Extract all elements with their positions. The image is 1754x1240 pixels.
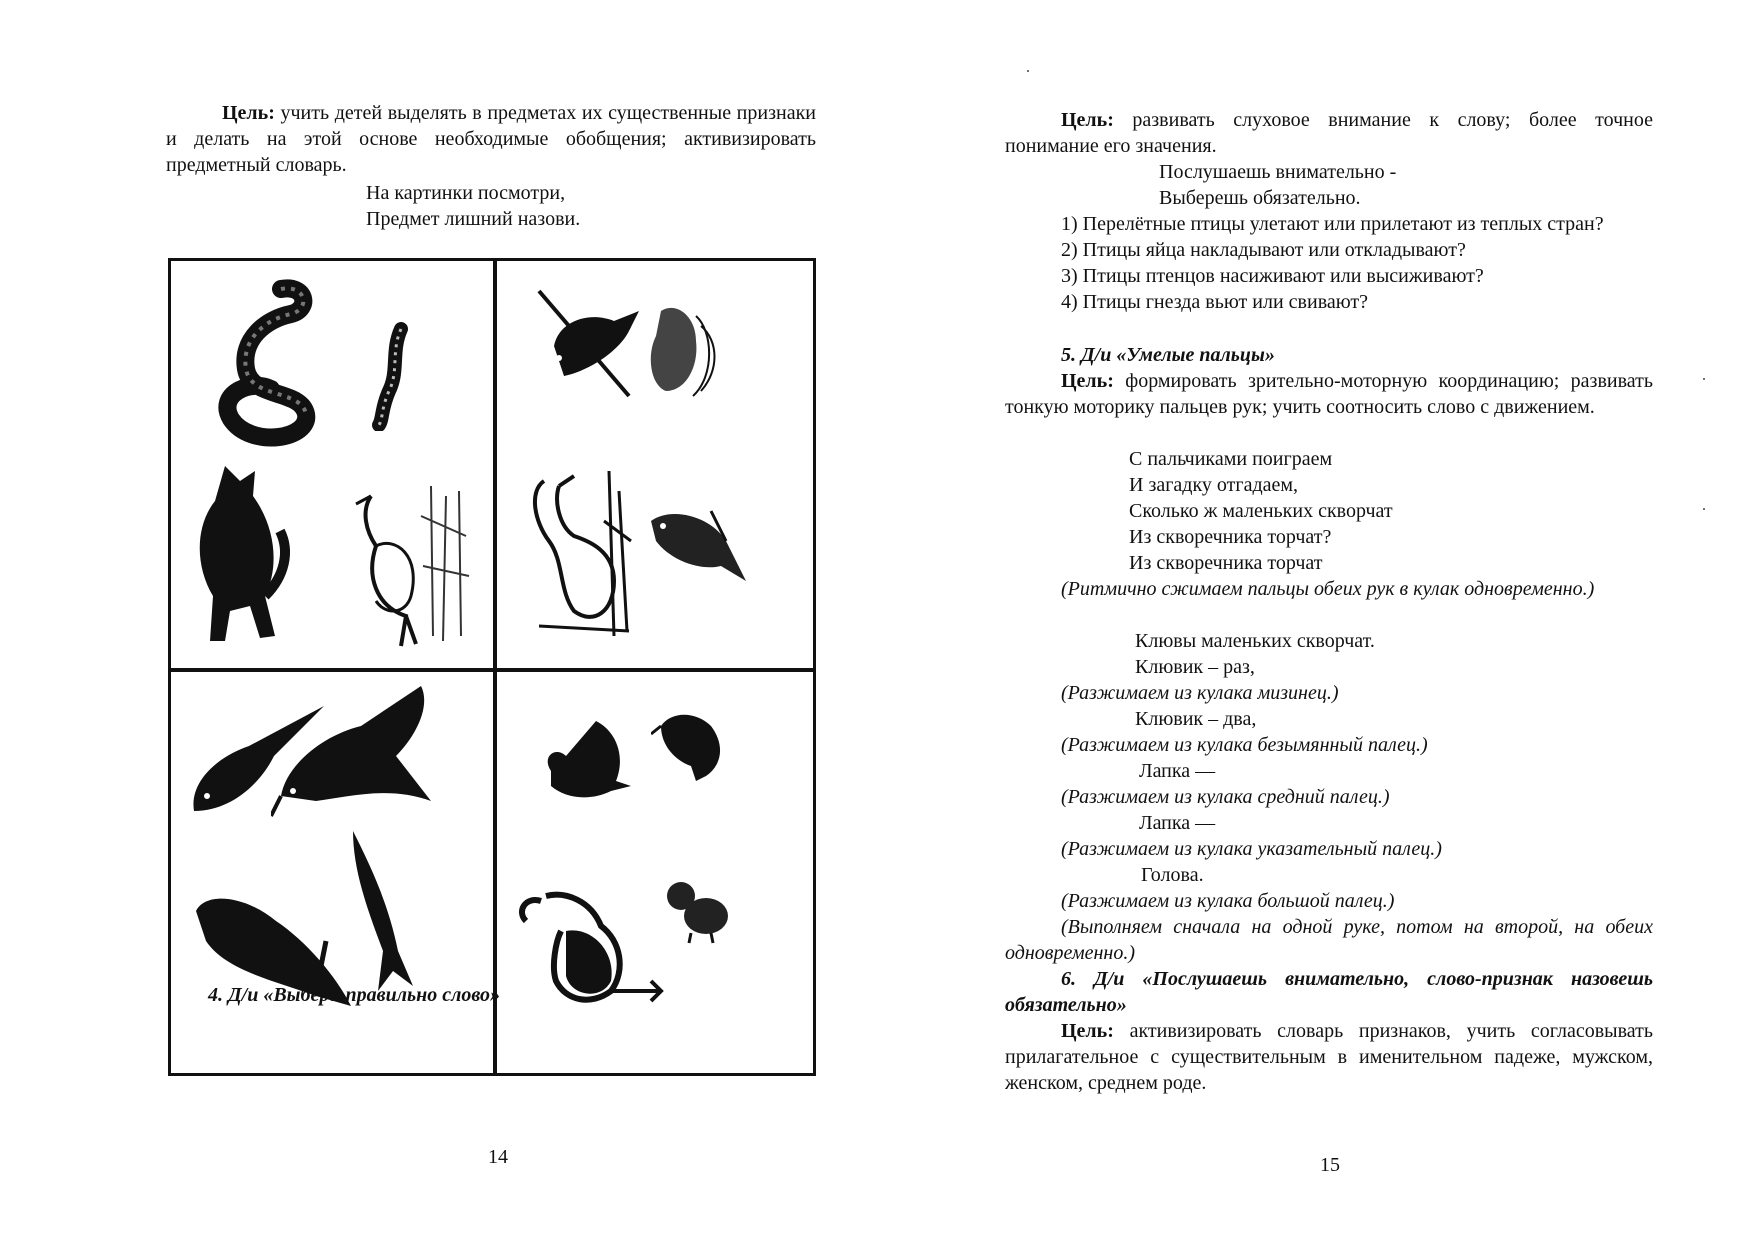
game-4-title: 4. Д/и «Выбери правильно слово» xyxy=(208,984,501,1006)
fish-picture xyxy=(343,821,433,996)
game-6-goal-paragraph xyxy=(1005,1018,1653,1096)
rhyme-line-5: Из скворечника торчат xyxy=(1129,552,1323,574)
question-3: 3) Птицы птенцов насиживают или высиживают? xyxy=(1061,265,1484,287)
question-4: 4) Птицы гнезда вьют или свивают? xyxy=(1061,291,1369,313)
left-goal-text: учить детей выделять в предметах их существенные признаки и делать на этой основе необходимые обобщения; активизировать предметный словарь. xyxy=(166,102,816,176)
instruction-5: (Разжимаем из кулака указательный палец.) xyxy=(1061,838,1442,860)
line-klyuvik-1: Клювик – раз, xyxy=(1135,656,1255,678)
instruction-2: (Разжимаем из кулака мизинец.) xyxy=(1061,682,1339,704)
sparrow-picture xyxy=(641,296,721,406)
instruction-3: (Разжимаем из кулака безымянный палец.) xyxy=(1061,734,1428,756)
left-verse-line-1: На картинки посмотри, xyxy=(366,182,566,204)
line-lapka-1: Лапка — xyxy=(1139,760,1216,782)
grid-horizontal-divider xyxy=(171,668,813,672)
game-6-goal-text: активизировать словарь признаков, учить согласовывать прилагательное с существительным в именительном падеже, мужском, женском, среднем роде. xyxy=(1005,1020,1653,1094)
chick-picture xyxy=(651,871,741,946)
left-goal-label: Цель: xyxy=(222,102,275,124)
crow-picture xyxy=(271,676,436,826)
right-verse-line-2: Выберешь обязательно. xyxy=(1159,187,1361,209)
line-lapka-2: Лапка — xyxy=(1139,812,1216,834)
heron-picture xyxy=(351,476,476,651)
starling-on-branch-picture xyxy=(529,286,649,406)
right-page xyxy=(877,0,1754,1240)
rhyme-line-2: И загадку отгадаем, xyxy=(1129,474,1299,496)
page-number-14: 14 xyxy=(488,1146,508,1168)
left-goal-paragraph xyxy=(166,100,816,178)
game-5-goal-paragraph xyxy=(1005,368,1653,420)
ostrich-picture xyxy=(511,881,671,1016)
fox-picture xyxy=(185,456,295,646)
instruction-1: (Ритмично сжимаем пальцы обеих рук в кулак одновременно.) xyxy=(1061,578,1595,600)
rook-picture xyxy=(651,706,731,786)
right-verse-line-1: Послушаешь внимательно - xyxy=(1159,161,1397,183)
line-klyuvy: Клювы маленьких скворчат. xyxy=(1135,630,1375,652)
snake-picture xyxy=(211,279,321,449)
rhyme-line-3: Сколько ж маленьких скворчат xyxy=(1129,500,1393,522)
scan-speck xyxy=(1027,70,1029,72)
caterpillar-picture xyxy=(371,321,411,431)
duck-picture xyxy=(531,711,641,806)
question-1: 1) Перелётные птицы улетают или прилетают из теплых стран? xyxy=(1061,213,1604,235)
line-klyuvik-2: Клювик – два, xyxy=(1135,708,1257,730)
game-5-title: 5. Д/и «Умелые пальцы» xyxy=(1061,344,1275,366)
odd-one-out-picture-grid xyxy=(168,258,816,1076)
instruction-4: (Разжимаем из кулака средний палец.) xyxy=(1061,786,1390,808)
game-5-goal-label: Цель: xyxy=(1061,370,1114,392)
right-goal-label: Цель: xyxy=(1061,109,1114,131)
game-5-goal-text: формировать зрительно-моторную координацию; развивать тонкую моторику пальцев рук; учить соотносить слово с движением. xyxy=(1005,370,1653,418)
bullfinch-picture xyxy=(641,501,756,591)
instruction-6: (Разжимаем из кулака большой палец.) xyxy=(1061,890,1395,912)
game-6-title: 6. Д/и «Послушаешь внимательно, слово-признак назовешь обязательно» xyxy=(1005,968,1653,1016)
instruction-7: (Выполняем сначала на одной руке, потом на второй, на обеих одновременно.) xyxy=(1005,916,1653,964)
page-number-15: 15 xyxy=(1320,1154,1340,1176)
scan-speck xyxy=(1703,508,1705,510)
grid-vertical-divider xyxy=(493,261,497,1073)
rhyme-line-1: С пальчиками поиграем xyxy=(1129,448,1333,470)
right-goal-paragraph xyxy=(1005,107,1653,159)
game-6-goal-label: Цель: xyxy=(1061,1020,1114,1042)
scan-speck xyxy=(1703,378,1705,380)
right-goal-text: развивать слуховое внимание к слову; более точное понимание его значения. xyxy=(1005,109,1653,157)
line-golova: Голова. xyxy=(1141,864,1204,886)
left-verse-line-2: Предмет лишний назови. xyxy=(366,208,581,230)
question-2: 2) Птицы яйца накладывают или откладывают? xyxy=(1061,239,1466,261)
swan-picture xyxy=(519,461,639,641)
rhyme-line-4: Из скворечника торчат? xyxy=(1129,526,1332,548)
